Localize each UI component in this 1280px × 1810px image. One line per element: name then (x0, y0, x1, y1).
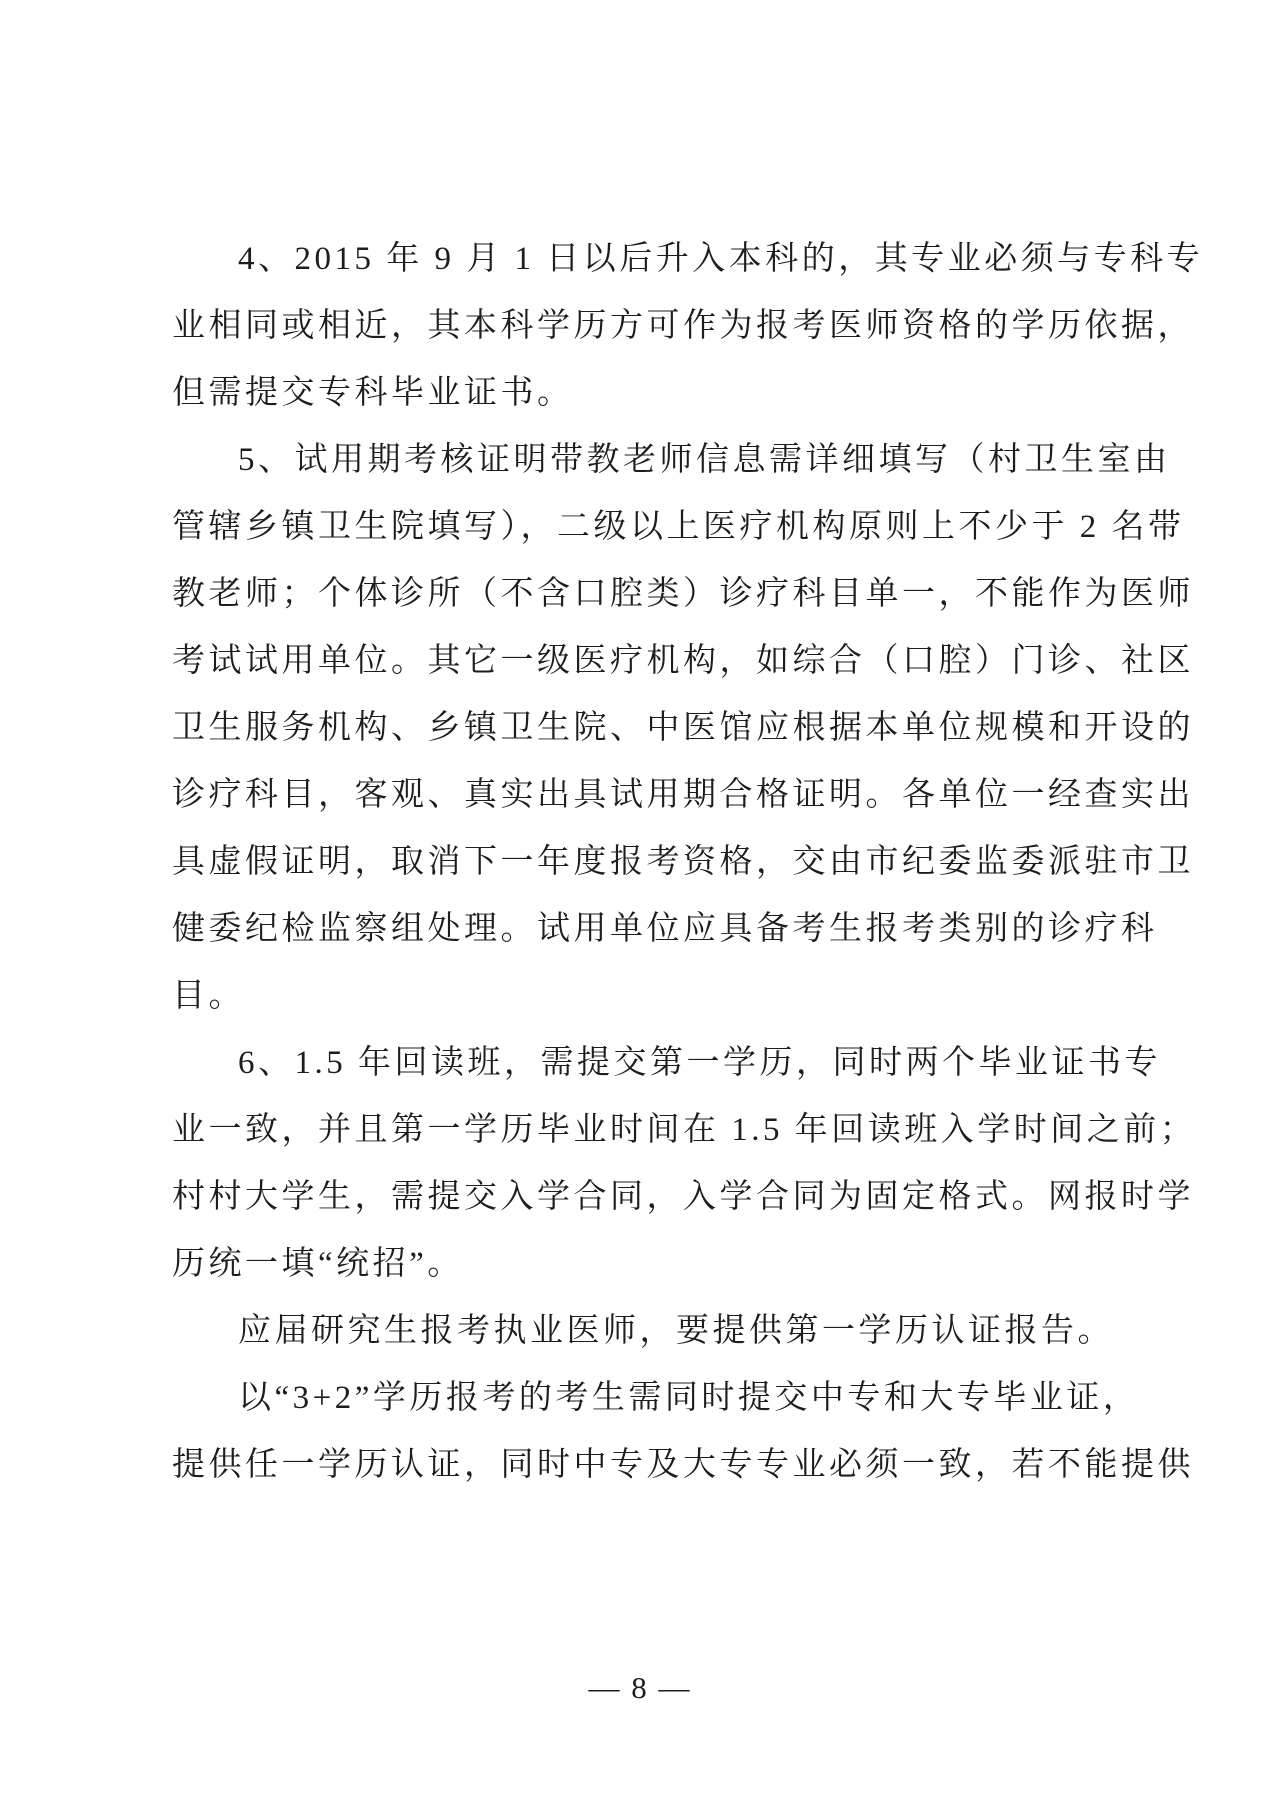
page-number: — 8 — (588, 1670, 692, 1705)
page-footer (0, 1668, 1280, 1708)
text-line: 4、2015 年 9 月 1 日以后升入本科的，其专业必须与专科专 (238, 241, 1204, 277)
text-line: 健委纪检监察组处理。试用单位应具备考生报考类别的诊疗科 (172, 911, 1158, 947)
text-line: 村村大学生，需提交入学合同，入学合同为固定格式。网报时学 (172, 1179, 1194, 1215)
text-line: 考试试用单位。其它一级医疗机构，如综合（口腔）门诊、社区 (172, 643, 1194, 679)
text-line: 提供任一学历认证，同时中专及大专专业必须一致，若不能提供 (172, 1447, 1194, 1483)
text-line: 目。 (172, 978, 245, 1014)
text-line: 6、1.5 年回读班，需提交第一学历，同时两个毕业证书专 (238, 1045, 1161, 1081)
text-line: 诊疗科目，客观、真实出具试用期合格证明。各单位一经查实出 (172, 777, 1194, 813)
paragraph (172, 1298, 1116, 1365)
text-line: 业相同或相近，其本科学历方可作为报考医师资格的学历依据， (172, 308, 1194, 344)
text-line: 5、试用期考核证明带教老师信息需详细填写（村卫生室由 (238, 442, 1171, 478)
text-line: 卫生服务机构、乡镇卫生院、中医馆应根据本单位规模和开设的 (172, 710, 1194, 746)
paragraph (172, 427, 1194, 1030)
text-line: 业一致，并且第一学历毕业时间在 1.5 年回读班入学时间之前； (172, 1112, 1197, 1148)
paragraph (172, 226, 1204, 427)
text-line: 但需提交专科毕业证书。 (172, 375, 574, 411)
text-line: 教老师；个体诊所（不含口腔类）诊疗科目单一，不能作为医师 (172, 576, 1194, 612)
text-line: 应届研究生报考执业医师，要提供第一学历认证报告。 (238, 1313, 1114, 1349)
text-line: 以“3+2”学历报考的考生需同时提交中专和大专毕业证， (238, 1380, 1140, 1416)
paragraph (172, 1365, 1194, 1499)
text-line: 具虚假证明，取消下一年度报考资格，交由市纪委监委派驻市卫 (172, 844, 1194, 880)
paragraph (172, 1030, 1197, 1298)
document-body (172, 226, 1204, 1499)
text-line: 历统一填“统招”。 (172, 1246, 464, 1282)
text-line: 管辖乡镇卫生院填写），二级以上医疗机构原则上不少于 2 名带 (172, 509, 1185, 545)
